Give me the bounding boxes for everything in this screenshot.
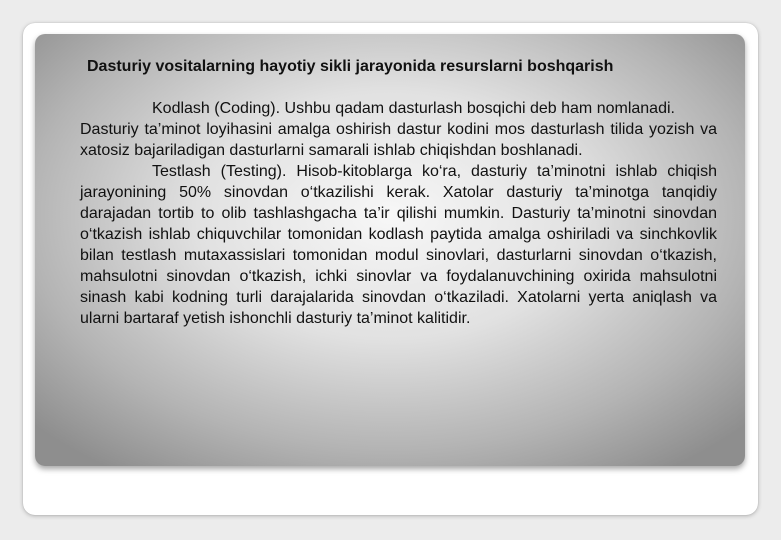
paragraph-testing: Testlash (Testing). Hisob-kitoblarga ko‘ra, dasturiy ta’minotni ishlab chiqish jarayonining 50% sinovdan o‘tkazilishi kerak. Xatolar dasturiy ta’minotga tanqidiy darajadan tortib to olib tashlashgacha ta’ir qilishi mumkin. Dasturiy ta’minotni sinovdan o‘tkazish ishlab chiquvchilar tomonidan kodlash paytida amalga oshiriladi va sinchkovlik bilan testlash mutaxassislari tomonidan modul sinovlari, dasturlarni sinovdan o‘tkazish, mahsulotni sinovdan o‘tkazish, ichki sinovlar va foydalanuvchining oxirida mahsulotni sinash kabi kodning turli darajalarida sinovdan o‘tkaziladi. Xatolarni yerta aniqlash va ularni bartaraf yetish ishonchli dasturiy ta’minot kalitidir. bbox=[80, 163, 717, 327]
slide-body bbox=[80, 98, 717, 329]
slide-title: Dasturiy vositalarning hayotiy sikli jarayonida resurslarni boshqarish bbox=[87, 58, 614, 75]
paragraph-implementation: Dasturiy ta’minot loyihasini amalga oshirish dastur kodini mos dasturlash tilida yozish va xatosiz bajariladigan dasturlarni samarali ishlab chiqishdan boshlanadi. bbox=[80, 121, 717, 159]
paragraph-coding: Kodlash (Coding). Ushbu qadam dasturlash bosqichi deb ham nomlanadi. bbox=[152, 100, 675, 117]
